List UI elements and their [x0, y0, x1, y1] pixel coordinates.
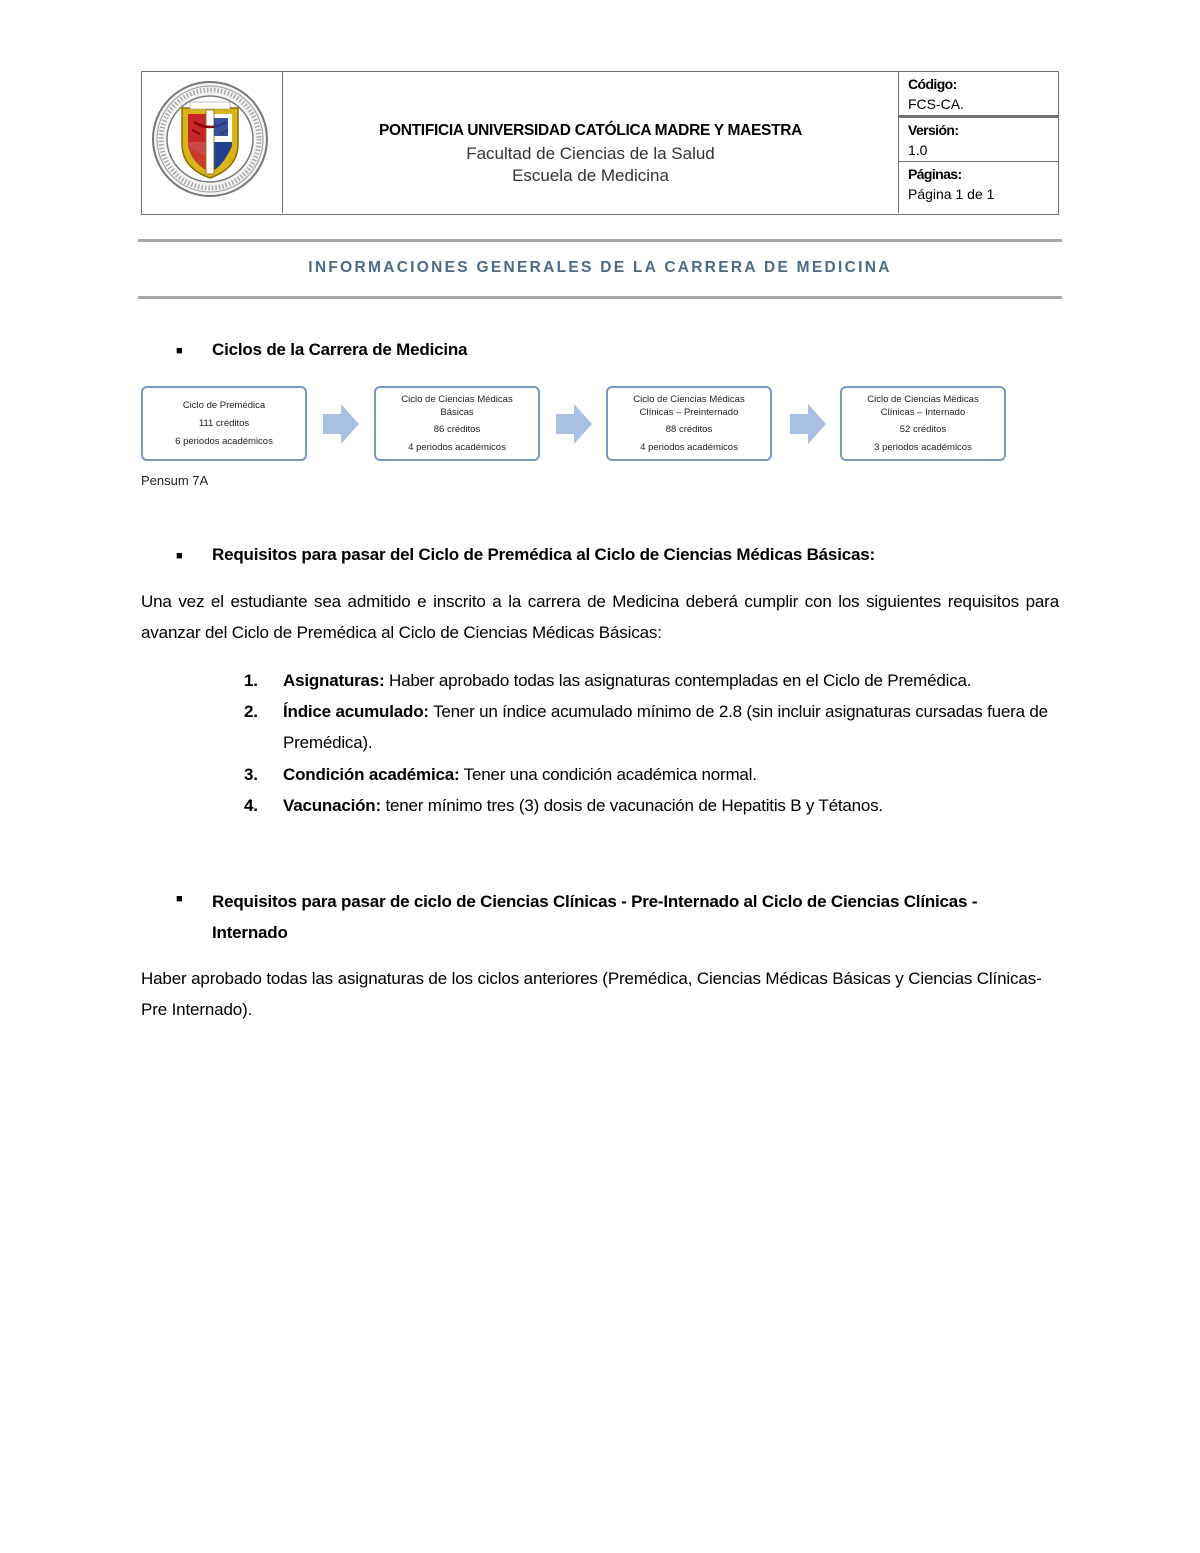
stage-internado: [840, 386, 1006, 461]
stage-credits: 86 créditos: [433, 424, 481, 435]
section-title: INFORMACIONES GENERALES DE LA CARRERA DE MEDICINA: [308, 259, 892, 276]
stage-periods: 3 periodos académicos: [874, 442, 972, 453]
faculty-name: Facultad de Ciencias de la Salud: [466, 144, 715, 163]
item-number: 2.: [244, 702, 258, 721]
item-label: Vacunación:: [283, 796, 381, 815]
stage-name: Ciclo de Premédica: [182, 400, 266, 411]
version-label: Versión:: [908, 122, 959, 138]
item-number: 1.: [244, 671, 258, 690]
item-label: Asignaturas:: [283, 671, 385, 690]
item-label: Condición académica:: [283, 765, 460, 784]
pensum-label: Pensum 7A: [141, 473, 209, 488]
stage-credits: 52 créditos: [899, 424, 947, 435]
item-text: Tener una condición académica normal.: [459, 765, 757, 784]
meta-cell: [899, 72, 1058, 213]
req1-intro: Una vez el estudiante sea admitido e inscrito a la carrera de Medicina deberá cumplir con los siguientes requisitos para avanzar del Ciclo de Premédica al Ciclo de Ciencias Médicas Básicas:: [141, 592, 1059, 642]
university-seal-logo: [142, 72, 283, 213]
item-number: 4.: [244, 796, 258, 815]
title-rule-top: [138, 239, 1062, 242]
item-text: tener mínimo tres (3) dosis de vacunación de Hepatitis B y Tétanos.: [380, 796, 883, 815]
stage-periods: 6 periodos académicos: [175, 436, 273, 447]
req2-text: Haber aprobado todas las asignaturas de los ciclos anteriores (Premédica, Ciencias Médicas Básicas y Ciencias Clínicas-Pre Internado).: [141, 969, 1042, 1019]
req2-heading: Requisitos para pasar de ciclo de Ciencias Clínicas - Pre-Internado al Ciclo de Ciencias Clínicas - Internado: [212, 892, 978, 942]
title-cell: [283, 72, 899, 213]
stage-name: Ciclo de Ciencias Médicas Clínicas – Preinternado: [633, 394, 745, 418]
code-row: [899, 72, 1058, 118]
title-rule-bottom: [138, 296, 1062, 299]
stage-name: Ciclo de Ciencias Médicas Clínicas – Internado: [867, 394, 979, 418]
version-value: 1.0: [908, 142, 928, 158]
stage-periods: 4 periodos académicos: [408, 442, 506, 453]
stage-credits: 111 créditos: [198, 418, 250, 429]
version-row: [899, 118, 1058, 162]
cycles-heading: Ciclos de la Carrera de Medicina: [212, 340, 468, 359]
item-label: Índice acumulado:: [283, 702, 429, 721]
bullet-icon: ■: [176, 345, 183, 357]
arrow-right-icon: [556, 404, 592, 444]
stage-ciencias-basicas: [374, 386, 540, 461]
university-name: PONTIFICIA UNIVERSIDAD CATÓLICA MADRE Y MAESTRA: [378, 122, 803, 139]
stage-premedica: [141, 386, 307, 461]
code-label: Código:: [908, 76, 957, 92]
item-text: Haber aprobado todas las asignaturas contempladas en el Ciclo de Premédica.: [384, 671, 972, 690]
school-name: Escuela de Medicina: [512, 166, 669, 185]
bullet-icon: ■: [176, 550, 183, 562]
item-text: Tener un índice acumulado mínimo de 2.8 (sin incluir asignaturas cursadas fuera de Premédica).: [283, 702, 1048, 752]
stage-periods: 4 periodos académicos: [640, 442, 738, 453]
arrow-right-icon: [323, 404, 359, 444]
arrow-right-icon: [790, 404, 826, 444]
pages-label: Páginas:: [908, 166, 962, 182]
logo-cell: [142, 72, 283, 213]
pages-row: [899, 162, 1058, 213]
stage-preinternado: [606, 386, 772, 461]
req1-heading: Requisitos para pasar del Ciclo de Premédica al Ciclo de Ciencias Médicas Básicas:: [212, 545, 875, 564]
pages-value: Página 1 de 1: [908, 186, 995, 202]
stage-credits: 88 créditos: [665, 424, 713, 435]
code-value: FCS-CA.: [908, 96, 964, 112]
bullet-icon: ■: [176, 893, 183, 905]
item-number: 3.: [244, 765, 258, 784]
stage-name: Ciclo de Ciencias Médicas Básicas: [401, 394, 513, 418]
header-table: [141, 71, 1059, 215]
